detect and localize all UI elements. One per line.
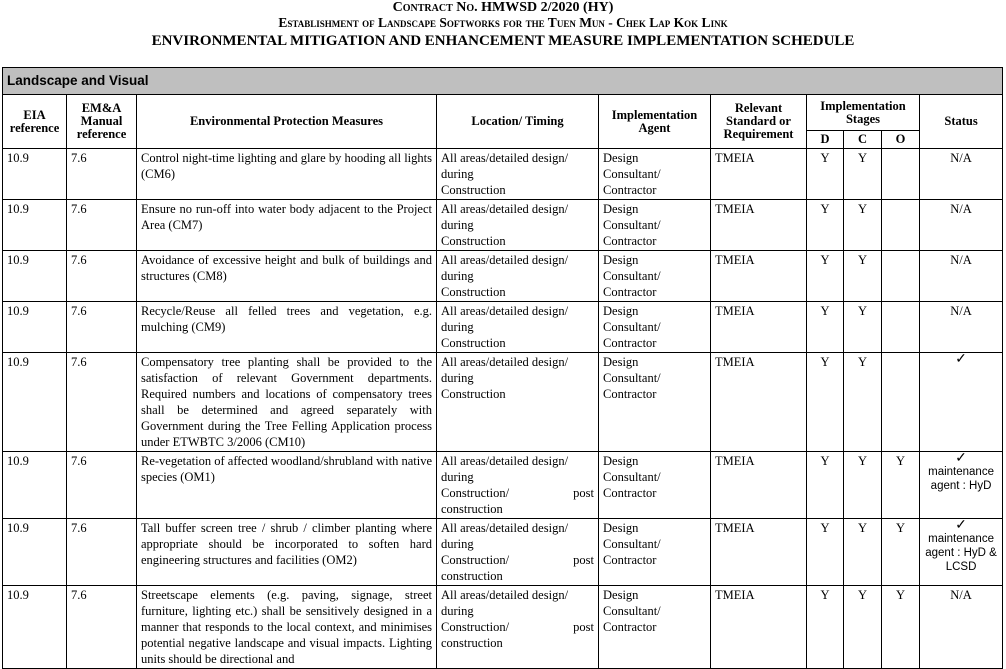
section-header-row [3, 68, 1003, 95]
check-mark-icon: ✓ [955, 518, 967, 533]
location-line-1: All areas/detailed design/ [441, 304, 569, 318]
location-line-3 [441, 386, 594, 402]
measure-text: Recycle/Reuse all felled trees and vegetation, e.g. mulching (CM9) [137, 302, 437, 353]
location-line-3 [441, 335, 594, 351]
stage-c-value: Y [844, 302, 882, 353]
header-implementation-stages: Implementation Stages [807, 95, 920, 131]
relevant-standard: TMEIA [711, 519, 807, 586]
implementation-agent [599, 251, 711, 302]
stage-d-value: Y [807, 353, 844, 452]
agent-line-3: Contractor [603, 486, 657, 500]
location-timing [437, 519, 599, 586]
location-line-3 [441, 284, 594, 300]
status-text: N/A [950, 202, 972, 216]
agent-line-3: Contractor [603, 387, 657, 401]
location-line-3 [441, 552, 594, 568]
eia-reference: 10.9 [3, 519, 67, 586]
status-text: N/A [950, 588, 972, 602]
location-timing [437, 353, 599, 452]
check-mark-icon: ✓ [955, 451, 967, 466]
stage-c-value: Y [844, 200, 882, 251]
stage-d-value: Y [807, 149, 844, 200]
location-line-2: during [441, 470, 474, 484]
status-text: maintenance agent : HyD & LCSD [925, 533, 997, 573]
table-row [3, 200, 1003, 251]
implementation-agent [599, 353, 711, 452]
location-line-1: All areas/detailed design/ [441, 253, 569, 267]
implementation-agent [599, 452, 711, 519]
measure-text: Ensure no run-off into water body adjacent to the Project Area (CM7) [137, 200, 437, 251]
eia-reference: 10.9 [3, 452, 67, 519]
ema-reference: 7.6 [67, 586, 137, 669]
header-status: Status [920, 95, 1003, 149]
column-header-row [3, 95, 1003, 131]
location-line-3-text: Construction/ [441, 486, 510, 500]
table-row [3, 452, 1003, 519]
stage-o-value [882, 200, 920, 251]
status-cell [920, 149, 1003, 200]
header-stage-d: D [807, 131, 844, 149]
location-line-4: construction [441, 636, 503, 650]
agent-line-3: Contractor [603, 553, 657, 567]
agent-line-1: Design [603, 454, 639, 468]
table-row [3, 586, 1003, 669]
location-timing [437, 251, 599, 302]
stage-c-value: Y [844, 452, 882, 519]
status-cell [920, 452, 1003, 519]
implementation-agent [599, 149, 711, 200]
location-line-2: during [441, 371, 474, 385]
table-row [3, 353, 1003, 452]
header-relevant-standard: Relevant Standard or Requirement [711, 95, 807, 149]
ema-reference: 7.6 [67, 302, 137, 353]
eia-reference: 10.9 [3, 586, 67, 669]
location-line-3-post: post [573, 553, 594, 567]
eia-reference: 10.9 [3, 302, 67, 353]
relevant-standard: TMEIA [711, 149, 807, 200]
implementation-agent [599, 519, 711, 586]
measure-text: Tall buffer screen tree / shrub / climber planting where appropriate should be incorporated to soften hard engineering structures and facilities (OM2) [137, 519, 437, 586]
agent-line-1: Design [603, 202, 639, 216]
location-line-1: All areas/detailed design/ [441, 521, 569, 535]
measure-text: Re-vegetation of affected woodland/shrubland with native species (OM1) [137, 452, 437, 519]
eia-reference: 10.9 [3, 200, 67, 251]
status-text: maintenance agent : HyD [928, 466, 994, 492]
stage-c-value: Y [844, 519, 882, 586]
ema-reference: 7.6 [67, 452, 137, 519]
header-implementation-agent: Implementation Agent [599, 95, 711, 149]
agent-line-3: Contractor [603, 285, 657, 299]
location-line-3 [441, 485, 594, 501]
location-line-1: All areas/detailed design/ [441, 202, 569, 216]
schedule-title: ENVIRONMENTAL MITIGATION AND ENHANCEMENT MEASURE IMPLEMENTATION SCHEDULE [151, 33, 855, 49]
stage-o-value [882, 302, 920, 353]
stage-d-value: Y [807, 200, 844, 251]
location-line-2: during [441, 167, 474, 181]
agent-line-1: Design [603, 151, 639, 165]
table-row [3, 149, 1003, 200]
agent-line-3: Contractor [603, 620, 657, 634]
stage-c-value: Y [844, 251, 882, 302]
implementation-schedule-table [2, 67, 1003, 669]
location-line-3-post: post [573, 486, 594, 500]
stage-o-value: Y [882, 586, 920, 669]
agent-line-1: Design [603, 253, 639, 267]
location-timing [437, 149, 599, 200]
status-cell [920, 251, 1003, 302]
implementation-agent [599, 200, 711, 251]
agent-line-3: Contractor [603, 336, 657, 350]
relevant-standard: TMEIA [711, 452, 807, 519]
contract-title: Contract No. HMWSD 2/2020 (HY) [392, 0, 614, 15]
measure-text: Control night-time lighting and glare by hooding all lights (CM6) [137, 149, 437, 200]
stage-c-value: Y [844, 586, 882, 669]
header-eia-reference: EIA reference [3, 95, 67, 149]
eia-reference: 10.9 [3, 149, 67, 200]
agent-line-2: Consultant/ [603, 604, 661, 618]
location-line-3-text: Construction/ [441, 620, 510, 634]
status-cell [920, 519, 1003, 586]
project-title: Establishment of Landscape Softworks for the Tuen Mun - Chek Lap Kok Link [278, 15, 728, 30]
location-line-1: All areas/detailed design/ [441, 454, 569, 468]
agent-line-1: Design [603, 521, 639, 535]
ema-reference: 7.6 [67, 353, 137, 452]
location-timing [437, 200, 599, 251]
measure-text: Compensatory tree planting shall be provided to the satisfaction of relevant Government departments. Required numbers and locations of compensatory trees shall be determined and agreed separately with Government during the Tree Felling Application process under ETWBTC 3/2006 (CM10) [137, 353, 437, 452]
status-text: N/A [950, 151, 972, 165]
measure-text: Streetscape elements (e.g. paving, signage, street furniture, lighting etc.) shall be sensitively designed in a manner that responds to the local context, and minimises potential negative landscape and visual impacts. Lighting units should be directional and [137, 586, 437, 669]
location-timing [437, 302, 599, 353]
location-timing [437, 586, 599, 669]
agent-line-2: Consultant/ [603, 218, 661, 232]
ema-reference: 7.6 [67, 200, 137, 251]
header-ema-reference: EM&A Manual reference [67, 95, 137, 149]
table-row [3, 302, 1003, 353]
agent-line-1: Design [603, 304, 639, 318]
stage-d-value: Y [807, 452, 844, 519]
stage-o-value [882, 353, 920, 452]
location-line-2: during [441, 604, 474, 618]
agent-line-2: Consultant/ [603, 537, 661, 551]
stage-d-value: Y [807, 302, 844, 353]
location-line-1: All areas/detailed design/ [441, 355, 569, 369]
location-line-4: construction [441, 502, 503, 516]
ema-reference: 7.6 [67, 149, 137, 200]
status-text: N/A [950, 304, 972, 318]
location-line-1: All areas/detailed design/ [441, 588, 569, 602]
ema-reference: 7.6 [67, 251, 137, 302]
table-row [3, 251, 1003, 302]
agent-line-3: Contractor [603, 183, 657, 197]
relevant-standard: TMEIA [711, 586, 807, 669]
location-line-3-post: post [573, 620, 594, 634]
status-cell [920, 302, 1003, 353]
agent-line-2: Consultant/ [603, 167, 661, 181]
location-line-4: construction [441, 569, 503, 583]
status-cell [920, 353, 1003, 452]
stage-d-value: Y [807, 586, 844, 669]
agent-line-2: Consultant/ [603, 470, 661, 484]
stage-o-value: Y [882, 519, 920, 586]
location-line-3-text: Construction/ [441, 553, 510, 567]
ema-reference: 7.6 [67, 519, 137, 586]
header-measures: Environmental Protection Measures [137, 95, 437, 149]
location-line-2: during [441, 269, 474, 283]
stage-d-value: Y [807, 519, 844, 586]
location-line-2: during [441, 320, 474, 334]
relevant-standard: TMEIA [711, 251, 807, 302]
agent-line-2: Consultant/ [603, 320, 661, 334]
stage-o-value [882, 251, 920, 302]
agent-line-1: Design [603, 588, 639, 602]
header-location-timing: Location/ Timing [437, 95, 599, 149]
location-line-2: during [441, 537, 474, 551]
agent-line-3: Contractor [603, 234, 657, 248]
header-stage-c: C [844, 131, 882, 149]
location-line-3 [441, 182, 594, 198]
relevant-standard: TMEIA [711, 200, 807, 251]
eia-reference: 10.9 [3, 353, 67, 452]
relevant-standard: TMEIA [711, 302, 807, 353]
location-timing [437, 452, 599, 519]
location-line-3 [441, 233, 594, 249]
agent-line-2: Consultant/ [603, 269, 661, 283]
section-title: Landscape and Visual [3, 68, 1003, 95]
location-line-3-text: Construction [441, 285, 506, 299]
table-row [3, 519, 1003, 586]
relevant-standard: TMEIA [711, 353, 807, 452]
status-cell [920, 200, 1003, 251]
stage-o-value: Y [882, 452, 920, 519]
implementation-agent [599, 586, 711, 669]
eia-reference: 10.9 [3, 251, 67, 302]
header-stage-o: O [882, 131, 920, 149]
location-line-3-text: Construction [441, 234, 506, 248]
stage-d-value: Y [807, 251, 844, 302]
agent-line-1: Design [603, 355, 639, 369]
stage-o-value [882, 149, 920, 200]
stage-c-value: Y [844, 149, 882, 200]
implementation-agent [599, 302, 711, 353]
agent-line-2: Consultant/ [603, 371, 661, 385]
status-cell [920, 586, 1003, 669]
location-line-3 [441, 619, 594, 635]
check-mark-icon: ✓ [955, 352, 967, 367]
location-line-3-text: Construction [441, 183, 506, 197]
location-line-1: All areas/detailed design/ [441, 151, 569, 165]
status-text: N/A [950, 253, 972, 267]
measure-text: Avoidance of excessive height and bulk of buildings and structures (CM8) [137, 251, 437, 302]
location-line-3-text: Construction [441, 387, 506, 401]
location-line-3-text: Construction [441, 336, 506, 350]
stage-c-value: Y [844, 353, 882, 452]
location-line-2: during [441, 218, 474, 232]
